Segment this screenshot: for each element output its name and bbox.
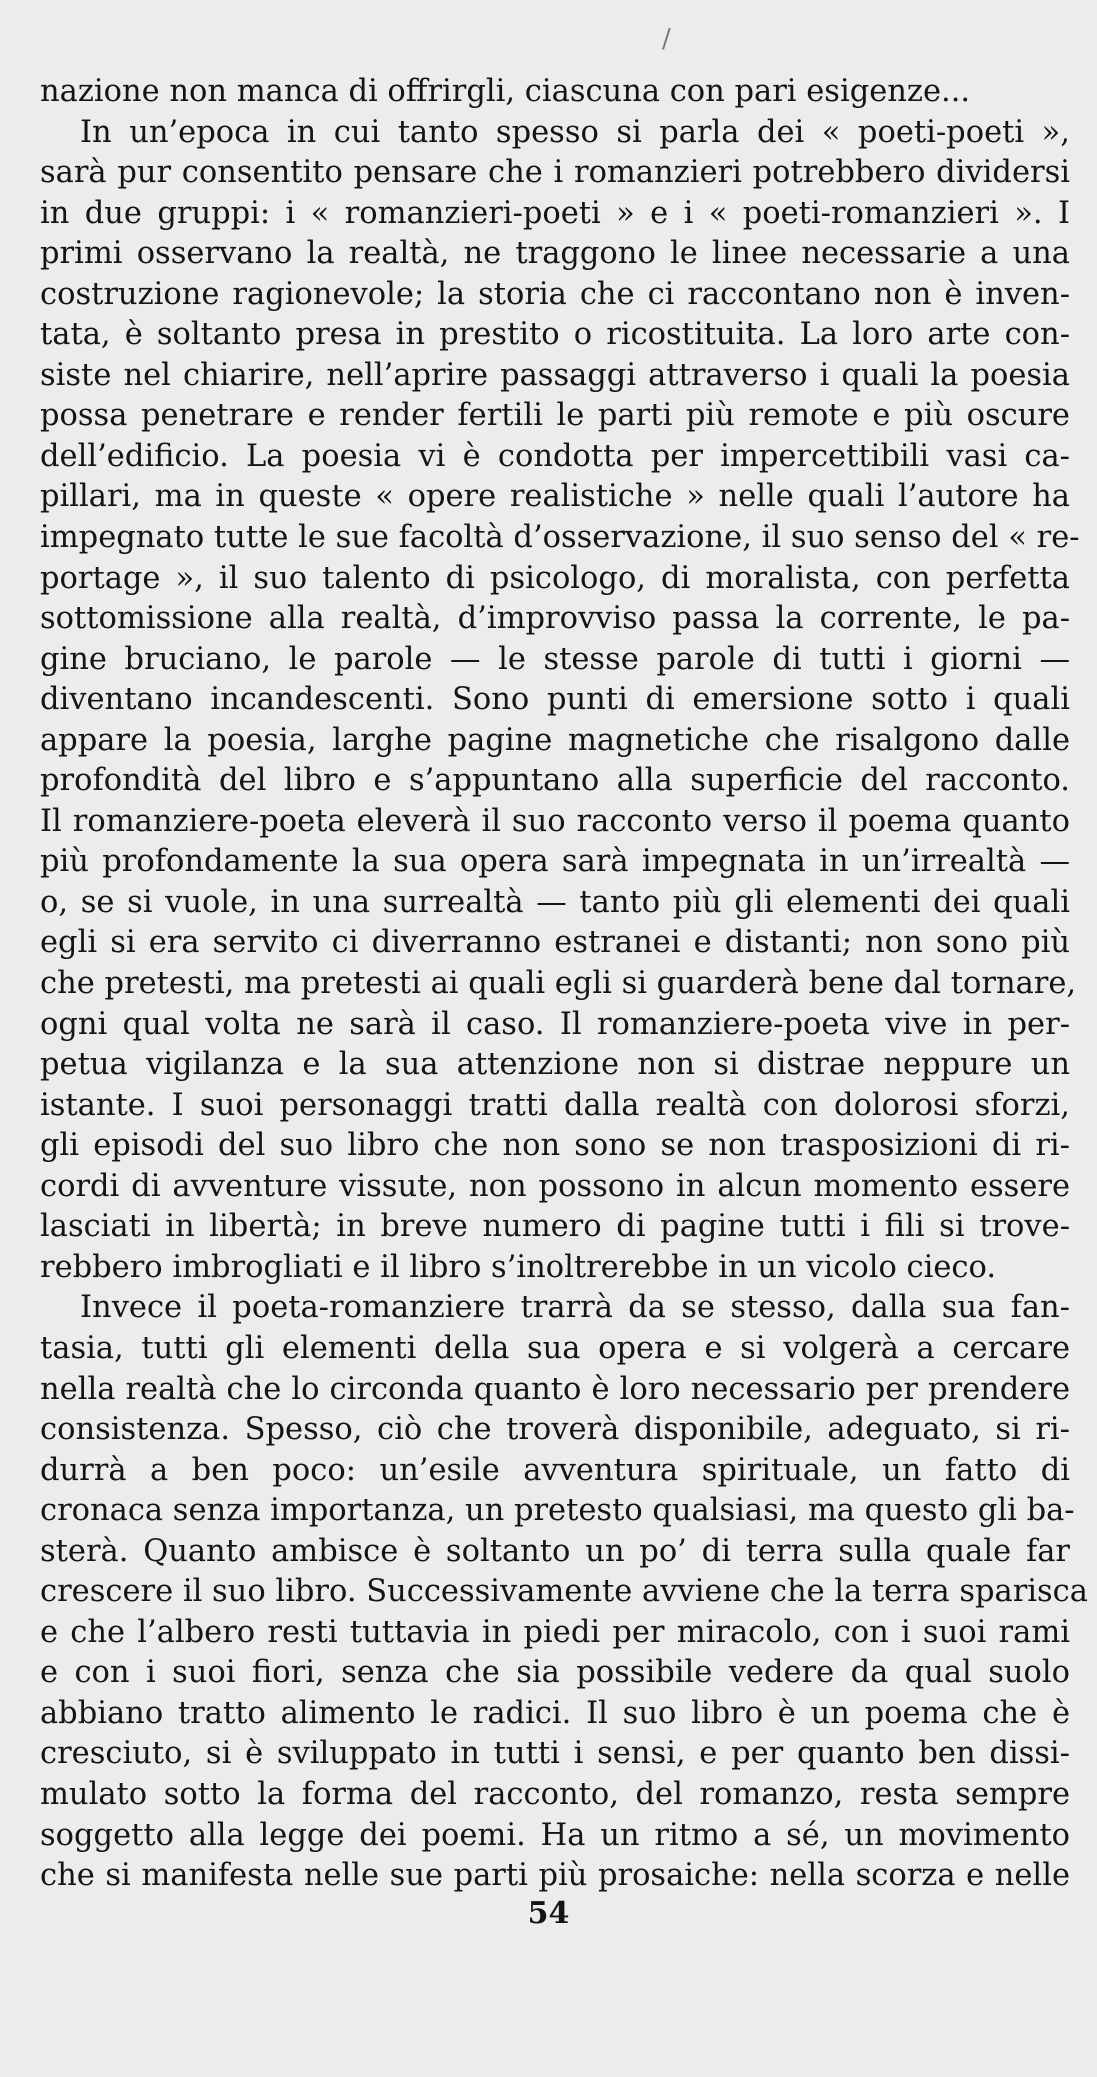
text-line: Il romanziere-poeta eleverà il suo racconto verso il poema quanto <box>40 803 1070 839</box>
text-line: e che l’albero resti tuttavia in piedi per miracolo, con i suoi rami <box>40 1614 1070 1650</box>
page-number: 54 <box>527 1896 570 1931</box>
text-line: profondità del libro e s’appuntano alla superficie del racconto. <box>40 763 1070 799</box>
text-line: rebbero imbrogliati e il libro s’inoltrerebbe in un vicolo cieco. <box>40 1249 997 1285</box>
text-line: sottomissione alla realtà, d’improvviso passa la corrente, le pa- <box>40 601 1070 637</box>
text-line: impegnato tutte le sue facoltà d’osservazione, il suo senso del « re- <box>40 520 1080 556</box>
text-line: appare la poesia, larghe pagine magnetiche che risalgono dalle <box>40 722 1070 758</box>
text-line: che si manifesta nelle sue parti più prosaiche: nella scorza e nelle <box>40 1858 1070 1894</box>
text-line: o, se si vuole, in una surrealtà — tanto più gli elementi dei quali <box>40 884 1070 920</box>
text-line: primi osservano la realtà, ne traggono le linee necessarie a una <box>40 236 1070 272</box>
text-line: più profondamente la sua opera sarà impegnata in un’irrealtà — <box>40 844 1070 880</box>
text-line: abbiano tratto alimento le radici. Il suo libro è un poema che è <box>40 1695 1070 1731</box>
text-line: siste nel chiarire, nell’aprire passaggi attraverso i quali la poesia <box>40 357 1070 393</box>
text-line: tata, è soltanto presa in prestito o ricostituita. La loro arte con- <box>40 317 1070 353</box>
text-line: consistenza. Spesso, ciò che troverà disponibile, adeguato, si ri- <box>40 1412 1070 1448</box>
margin-mark: / <box>662 24 671 54</box>
text-line: cresciuto, si è sviluppato in tutti i sensi, e per quanto ben dissi- <box>40 1736 1070 1772</box>
text-line: e con i suoi fiori, senza che sia possibile vedere da qual suolo <box>40 1655 1070 1691</box>
text-line: cordi di avventure vissute, non possono in alcun momento essere <box>40 1168 1070 1204</box>
text-line: sarà pur consentito pensare che i romanzieri potrebbero dividersi <box>40 155 1070 191</box>
text-line: cronaca senza importanza, un pretesto qualsiasi, ma questo gli ba- <box>40 1493 1075 1529</box>
text-line: In un’epoca in cui tanto spesso si parla dei « poeti-poeti », <box>80 114 1070 150</box>
text-line: gli episodi del suo libro che non sono se non trasposizioni di ri- <box>40 1128 1070 1164</box>
body-text <box>40 72 1088 1897</box>
text-line: possa penetrare e render fertili le parti più remote e più oscure <box>40 398 1070 434</box>
text-line: istante. I suoi personaggi tratti dalla realtà con dolorosi sforzi, <box>40 1087 1070 1123</box>
text-line: nazione non manca di offrirgli, ciascuna con pari esigenze... <box>40 74 971 109</box>
text-line: portage », il suo talento di psicologo, di moralista, con perfetta <box>40 560 1070 596</box>
text-line: tasia, tutti gli elementi della sua opera e si volgerà a cercare <box>40 1330 1070 1366</box>
text-line: gine bruciano, le parole — le stesse parole di tutti i giorni — <box>40 641 1070 677</box>
text-line: diventano incandescenti. Sono punti di emersione sotto i quali <box>40 682 1070 718</box>
text-line: lasciati in libertà; in breve numero di pagine tutti i fili si trove- <box>40 1209 1070 1245</box>
text-line: soggetto alla legge dei poemi. Ha un ritmo a sé, un movimento <box>40 1817 1070 1853</box>
text-line: crescere il suo libro. Successivamente avviene che la terra sparisca <box>40 1574 1088 1610</box>
text-line: sterà. Quanto ambisce è soltanto un po’ di terra sulla quale far <box>40 1533 1070 1569</box>
text-line: in due gruppi: i « romanzieri-poeti » e i « poeti-romanzieri ». I <box>40 195 1070 231</box>
text-line: durrà a ben poco: un’esile avventura spirituale, un fatto di <box>40 1452 1070 1488</box>
text-line: mulato sotto la forma del racconto, del romanzo, resta sempre <box>40 1776 1070 1812</box>
text-line: dell’edificio. La poesia vi è condotta per impercettibili vasi ca- <box>40 438 1070 474</box>
text-line: costruzione ragionevole; la storia che ci raccontano non è inven- <box>40 276 1070 312</box>
text-line: nella realtà che lo circonda quanto è loro necessario per prendere <box>40 1371 1070 1407</box>
text-line: Invece il poeta-romanziere trarrà da se stesso, dalla sua fan- <box>80 1290 1070 1326</box>
text-line: egli si era servito ci diverranno estranei e distanti; non sono più <box>40 925 1070 961</box>
text-line: petua vigilanza e la sua attenzione non si distrae neppure un <box>40 1047 1070 1083</box>
text-line: pillari, ma in queste « opere realistiche » nelle quali l’autore ha <box>40 479 1070 515</box>
text-line: che pretesti, ma pretesti ai quali egli si guarderà bene dal tornare, <box>40 966 1077 1002</box>
text-line: ogni qual volta ne sarà il caso. Il romanziere-poeta vive in per- <box>40 1006 1070 1042</box>
